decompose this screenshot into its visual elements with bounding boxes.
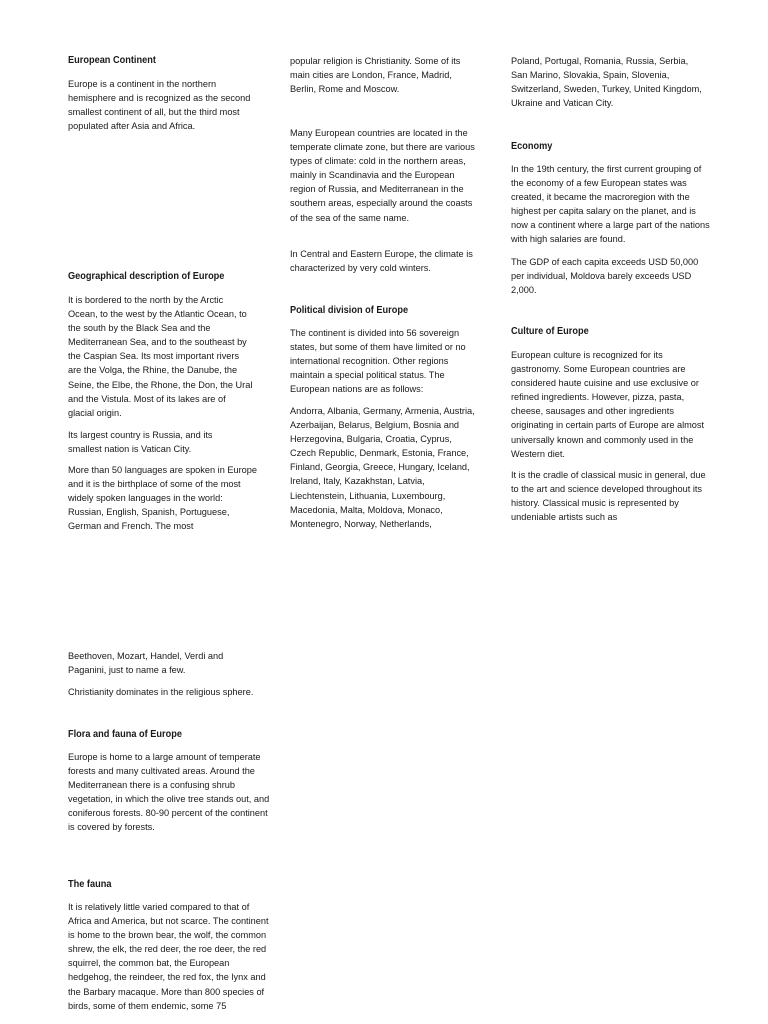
paragraph-economy-history: In the 19th century, the first current grouping of the economy of a few European states was created, it became the macroregion with the highest per capita salary on the planet, and is now a continent where a large part of the nations with high salaries are found. xyxy=(511,164,710,245)
paragraph-largest-country: Its largest country is Russia, and its smallest nation is Vatican City. xyxy=(68,430,213,455)
heading-european-continent: European Continent xyxy=(68,55,156,66)
paragraph-european-continent: Europe is a continent in the northern hemisphere and is recognized as the second smallest continent of all, but the third most populated after Asia and Africa. xyxy=(68,79,251,132)
paragraph-fauna: It is relatively little varied compared to that of Africa and America, but not scarce. The continent is home to the brown bear, the wolf, the common shrew, the elk, the red deer, the roe deer, the red squirrel, the common bat, the European hedgehog, the reindeer, the red fox, the lynx and the Barbary macaque. More than 800 species of birds, some of them endemic, some 75 xyxy=(68,902,269,1011)
paragraph-nations-list-continued: Poland, Portugal, Romania, Russia, Serbia, San Marino, Slovakia, Spain, Slovenia, Switzerland, Sweden, Turkey, United Kingdom, Ukraine and Vatican City. xyxy=(511,56,702,109)
paragraph-climate: Many European countries are located in the temperate climate zone, but there are various types of climate: cold in the northern areas, mainly in Scandinavia and the European region of Russia, and Mediterranean in the southern areas, especially around the coasts of the sea of the same name. xyxy=(290,128,475,223)
paragraph-composers: Beethoven, Mozart, Handel, Verdi and Paganini, just to name a few. xyxy=(68,651,224,676)
paragraph-climate-winters: In Central and Eastern Europe, the climate is characterized by very cold winters. xyxy=(290,249,473,274)
heading-geographical-description: Geographical description of Europe xyxy=(68,271,225,282)
heading-flora-fauna: Flora and fauna of Europe xyxy=(68,729,182,740)
paragraph-religion-sphere: Christianity dominates in the religious sphere. xyxy=(68,687,254,697)
paragraph-culture-gastronomy: European culture is recognized for its gastronomy. Some European countries are considered haute cuisine and use exclusive or refined ingredients. However, pizza, pasta, cheese, sausages and other ingredients originating in certain parts of Europe are almost universally known and commonly used in the Western diet. xyxy=(511,350,705,459)
heading-economy: Economy xyxy=(511,141,553,152)
paragraph-religion-cities: popular religion is Christianity. Some of its main cities are London, France, Madrid, Berlin, Rome and Moscow. xyxy=(290,56,461,95)
heading-culture: Culture of Europe xyxy=(511,326,589,337)
paragraph-languages: More than 50 languages are spoken in Europe and it is the birthplace of some of the most widely spoken languages in the world: Russian, English, Spanish, Portuguese, German and French. The most xyxy=(68,465,257,532)
paragraph-classical-music: It is the cradle of classical music in general, due to the art and science developed throughout its history. Classical music is represented by undeniable artists such as xyxy=(511,470,706,523)
paragraph-nations-list: Andorra, Albania, Germany, Armenia, Austria, Azerbaijan, Belarus, Belgium, Bosnia and Herzegovina, Bulgaria, Croatia, Cyprus, Czech Republic, Denmark, Estonia, France, Finland, Georgia, Greece, Hungary, Iceland, Ireland, Italy, Kazakhstan, Latvia, Liechtenstein, Lithuania, Luxembourg, Macedonia, Malta, Moldova, Monaco, Montenegro, Norway, Netherlands, xyxy=(290,406,475,529)
paragraph-economy-gdp: The GDP of each capita exceeds USD 50,000 per individual, Moldova barely exceeds USD 2,000. xyxy=(511,257,699,296)
heading-political-division: Political division of Europe xyxy=(290,305,409,316)
paragraph-geography-borders: It is bordered to the north by the Arctic Ocean, to the west by the Atlantic Ocean, to the south by the Black Sea and the Mediterranean Sea, and to the southeast by the Caspian Sea. Its most important rivers are the Volga, the Rhine, the Danube, the Seine, the Elbe, the Rhone, the Don, the Ural and the Vistula. Most of its lakes are of glacial origin. xyxy=(68,295,253,418)
paragraph-political-division: The continent is divided into 56 sovereign states, but some of them have limited or no international recognition. Other regions maintain a special political status. The European nations are as follows: xyxy=(290,328,466,395)
paragraph-flora: Europe is home to a large amount of temperate forests and many cultivated areas. Around the Mediterranean there is a confusing shrub vegetation, in which the olive tree stands out, and coniferous forests. 80-90 percent of the continent is covered by forests. xyxy=(68,752,270,833)
heading-fauna: The fauna xyxy=(68,879,112,890)
